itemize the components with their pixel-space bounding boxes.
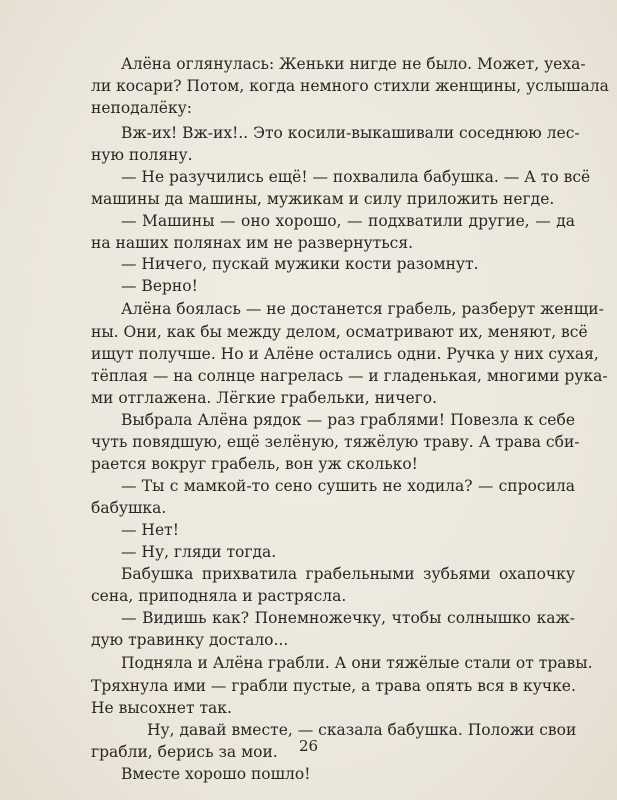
text-line: сена, приподняла и растрясла.	[91, 587, 347, 605]
text-line: — Нет!	[121, 521, 179, 539]
page-number: 26	[298, 737, 319, 755]
text-line: ищут получше. Но и Алёне остались одни. Ручка у них сухая,	[91, 345, 599, 363]
text-line: рается вокруг грабель, вон уж сколько!	[91, 455, 418, 473]
text-line: машины да машины, мужикам и силу приложить негде.	[91, 190, 555, 208]
text-line: чуть повядшую, ещё зелёную, тяжёлую траву. А трава сби-	[91, 433, 580, 451]
text-line: Ну, давай вместе, — сказала бабушка. Положи свои	[147, 721, 577, 739]
text-line: неподалёку:	[91, 99, 192, 117]
text-line: Вместе хорошо пошло!	[121, 765, 311, 783]
text-line: на наших полянах им не развернуться.	[91, 234, 414, 252]
text-line: Не высохнет так.	[91, 699, 232, 717]
text-line: — Не разучились ещё! — похвалила бабушка. — А то всё	[121, 168, 591, 186]
text-line: — Машины — оно хорошо, — подхватили другие, — да	[121, 212, 575, 230]
text-line: — Верно!	[121, 277, 198, 295]
text-line: ли косари? Потом, когда немного стихли женщины, услышала	[91, 77, 609, 95]
text-line: тёплая — на солнце нагрелась — и гладенькая, многими рука-	[91, 367, 608, 385]
text-line: ную поляну.	[91, 146, 193, 164]
text-line: — Ну, гляди тогда.	[121, 543, 277, 561]
text-line: Выбрала Алёна рядок — раз граблями! Повезла к себе	[121, 411, 575, 429]
text-line: бабушка.	[91, 499, 167, 517]
text-line: Алёна боялась — не достанется грабель, разберут женщи-	[121, 300, 604, 318]
text-line: дую травинку достало...	[91, 631, 289, 649]
text-line: грабли, берись за мои.	[91, 743, 278, 761]
text-line: Вж-их! Вж-их!.. Это косили-выкашивали соседнюю лес-	[121, 124, 580, 142]
text-line: — Видишь как? Понемножечку, чтобы солнышко каж-	[121, 609, 575, 627]
text-line: Алёна оглянулась: Женьки нигде не было. Может, уеха-	[121, 55, 586, 73]
text-line: — Ты с мамкой-то сено сушить не ходила? — спросила	[121, 477, 575, 495]
text-line: Бабушка прихватила грабельными зубьями охапочку	[121, 565, 575, 583]
text-line: ми отглажена. Лёгкие грабельки, ничего.	[91, 389, 438, 407]
text-line: — Ничего, пускай мужики кости разомнут.	[121, 255, 479, 273]
text-line: Подняла и Алёна грабли. А они тяжёлые стали от травы.	[121, 654, 593, 672]
text-line: ны. Они, как бы между делом, осматривают их, меняют, всё	[91, 323, 588, 341]
text-line: Тряхнула ими — грабли пустые, а трава опять вся в кучке.	[91, 677, 576, 695]
